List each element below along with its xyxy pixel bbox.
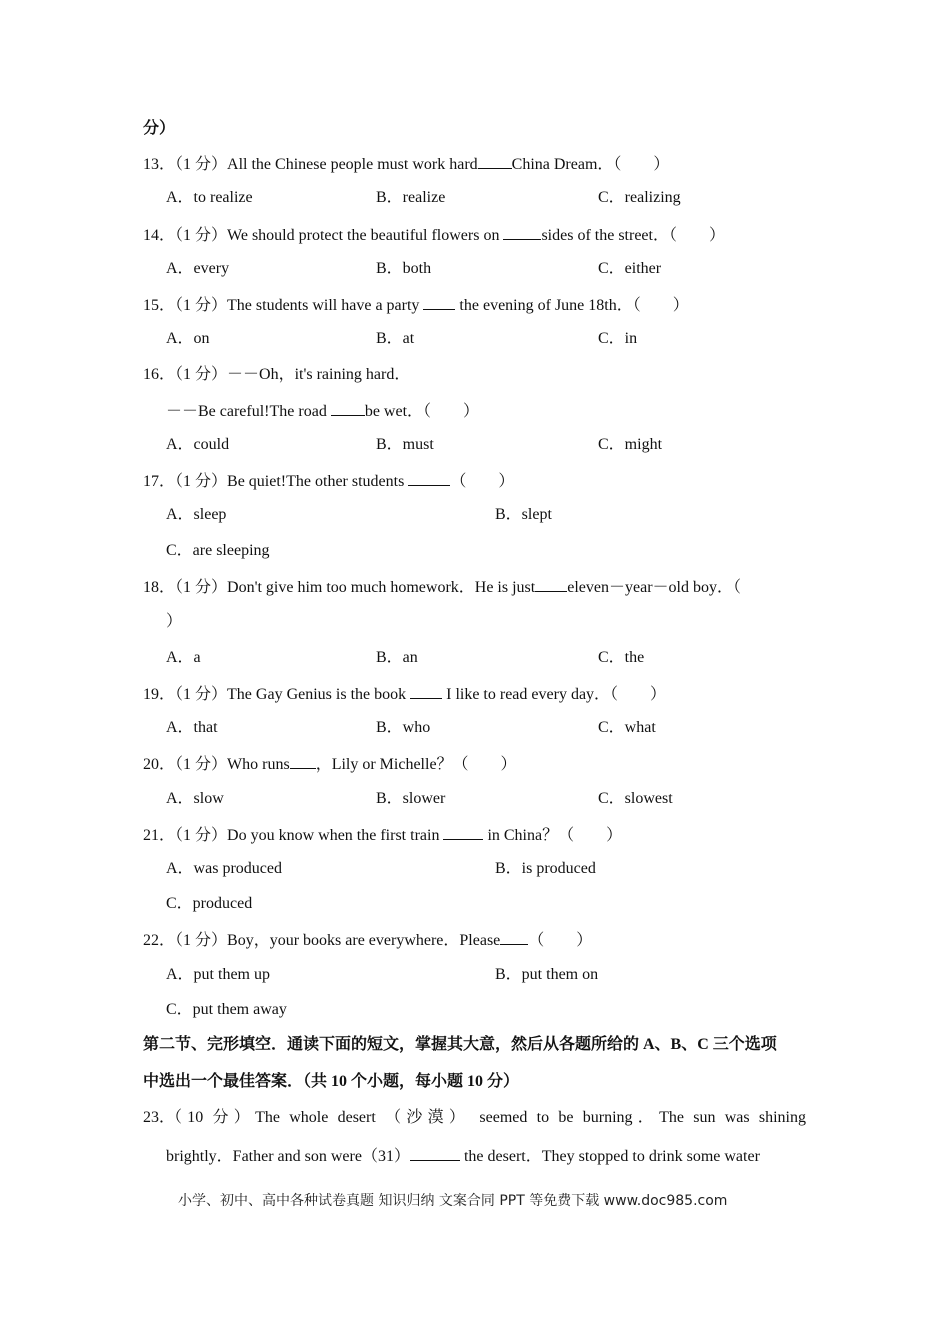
question-stem: I like to read every day．（ ） xyxy=(442,686,667,703)
question-stem: －－Oh，it's raining hard． xyxy=(227,366,411,383)
answer-blank xyxy=(423,294,455,310)
question-stem: the evening of June 18th．（ ） xyxy=(455,297,689,314)
question-number: 16． xyxy=(143,366,176,383)
option-b: B．must xyxy=(376,436,434,453)
question-stem: We should protect the beautiful flowers on xyxy=(227,227,504,244)
question-number: 13． xyxy=(143,156,176,173)
question-21 xyxy=(143,824,622,846)
question-number: 19． xyxy=(143,686,176,703)
question-stem: China Dream．（ ） xyxy=(511,156,670,173)
question-16-dialogue xyxy=(166,400,479,422)
passage-text: brightly．Father and son were（31） xyxy=(166,1148,410,1165)
question-stem: Who runs xyxy=(227,756,290,773)
continued-fragment: 分） xyxy=(143,120,176,137)
question-23-line1: （10 分）The whole desert （沙漠） seemed to be burning．The sun was shining xyxy=(166,1109,806,1126)
question-score: （1 分） xyxy=(175,756,228,773)
question-number: 21． xyxy=(143,827,176,844)
option-a: A．sleep xyxy=(166,506,227,523)
question-score: （1 分） xyxy=(175,366,228,383)
option-c: C．put them away xyxy=(166,1001,287,1018)
option-c: C．realizing xyxy=(598,189,681,206)
question-stem: Boy，your books are everywhere．Please xyxy=(227,932,501,949)
option-c: C．are sleeping xyxy=(166,542,270,559)
question-score: （1 分） xyxy=(175,156,228,173)
question-stem: The students will have a party xyxy=(227,297,424,314)
option-a: A．a xyxy=(166,649,201,666)
option-b: B．is produced xyxy=(495,860,596,877)
question-17 xyxy=(143,470,514,492)
question-20 xyxy=(143,753,517,775)
answer-blank xyxy=(410,1145,460,1161)
question-number: 22． xyxy=(143,932,176,949)
question-stem: Be quiet!The other students xyxy=(227,473,409,490)
question-stem: Do you know when the first train xyxy=(227,827,444,844)
answer-blank xyxy=(503,224,541,240)
option-b: B．at xyxy=(376,330,415,347)
question-22 xyxy=(143,929,592,951)
question-score: （1 分） xyxy=(175,579,228,596)
answer-blank xyxy=(478,153,512,169)
option-b: B．realize xyxy=(376,189,446,206)
option-b: B．slept xyxy=(495,506,552,523)
option-a: A．was produced xyxy=(166,860,282,877)
question-score: （1 分） xyxy=(175,473,228,490)
question-stem: sides of the street．（ ） xyxy=(541,227,725,244)
option-c: C．either xyxy=(598,260,662,277)
option-a: A．on xyxy=(166,330,210,347)
answer-blank xyxy=(410,683,442,699)
answer-blank xyxy=(535,576,567,592)
question-stem: All the Chinese people must work hard xyxy=(227,156,478,173)
question-stem: be wet．（ ） xyxy=(364,403,480,420)
question-stem: ，Lily or Michelle？（ ） xyxy=(315,756,517,773)
passage-text: the desert．They stopped to drink some water xyxy=(459,1148,760,1165)
question-number: 18． xyxy=(143,579,176,596)
option-a: A．every xyxy=(166,260,230,277)
answer-blank xyxy=(408,470,450,486)
option-a: A．put them up xyxy=(166,966,270,983)
section-heading-cont: 中选出一个最佳答案．（共 10 个小题，每小题 10 分） xyxy=(143,1073,520,1090)
question-stem: （ ） xyxy=(528,932,593,949)
question-score: （1 分） xyxy=(175,227,228,244)
question-score: （1 分） xyxy=(175,827,228,844)
question-18 xyxy=(143,576,807,598)
question-stem: Don't give him too much homework．He is just xyxy=(227,579,536,596)
question-15 xyxy=(143,294,689,316)
answer-blank xyxy=(290,753,316,769)
option-c: C．what xyxy=(598,719,656,736)
option-b: B．an xyxy=(376,649,418,666)
question-13 xyxy=(143,153,669,175)
question-stem: eleven－year－old boy．（ xyxy=(567,579,741,596)
answer-blank xyxy=(443,824,483,840)
option-c: C．the xyxy=(598,649,645,666)
option-c: C．in xyxy=(598,330,638,347)
question-number: 15． xyxy=(143,297,176,314)
option-b: B．both xyxy=(376,260,432,277)
option-c: C．produced xyxy=(166,895,253,912)
question-18-paren-close: ） xyxy=(166,613,183,630)
option-a: A．could xyxy=(166,436,230,453)
question-stem: （ ） xyxy=(450,473,515,490)
question-stem: The Gay Genius is the book xyxy=(227,686,411,703)
question-score: （1 分） xyxy=(175,932,228,949)
option-a: A．slow xyxy=(166,790,224,807)
option-b: B．who xyxy=(376,719,431,736)
option-a: A．to realize xyxy=(166,189,253,206)
option-c: C．slowest xyxy=(598,790,673,807)
question-23-number: 23． xyxy=(143,1109,176,1126)
question-stem: in China？（ ） xyxy=(483,827,623,844)
question-19 xyxy=(143,683,666,705)
section-heading: 第二节、完形填空．通读下面的短文，掌握其大意，然后从各题所给的 A、B、C 三个选项 xyxy=(143,1036,777,1053)
page-footer: 小学、初中、高中各种试卷真题 知识归纳 文案合同 PPT 等免费下载 www.doc985.com xyxy=(178,1193,728,1209)
option-c: C．might xyxy=(598,436,663,453)
option-a: A．that xyxy=(166,719,218,736)
question-number: 17． xyxy=(143,473,176,490)
answer-blank xyxy=(500,929,528,945)
option-b: B．slower xyxy=(376,790,446,807)
question-23-line2 xyxy=(166,1145,760,1167)
answer-blank xyxy=(331,400,365,416)
option-b: B．put them on xyxy=(495,966,599,983)
question-16 xyxy=(143,365,410,385)
question-score: （1 分） xyxy=(175,686,228,703)
question-14 xyxy=(143,224,725,246)
question-number: 14． xyxy=(143,227,176,244)
question-score: （1 分） xyxy=(175,297,228,314)
question-number: 20． xyxy=(143,756,176,773)
question-stem: －－Be careful!The road xyxy=(166,403,331,420)
